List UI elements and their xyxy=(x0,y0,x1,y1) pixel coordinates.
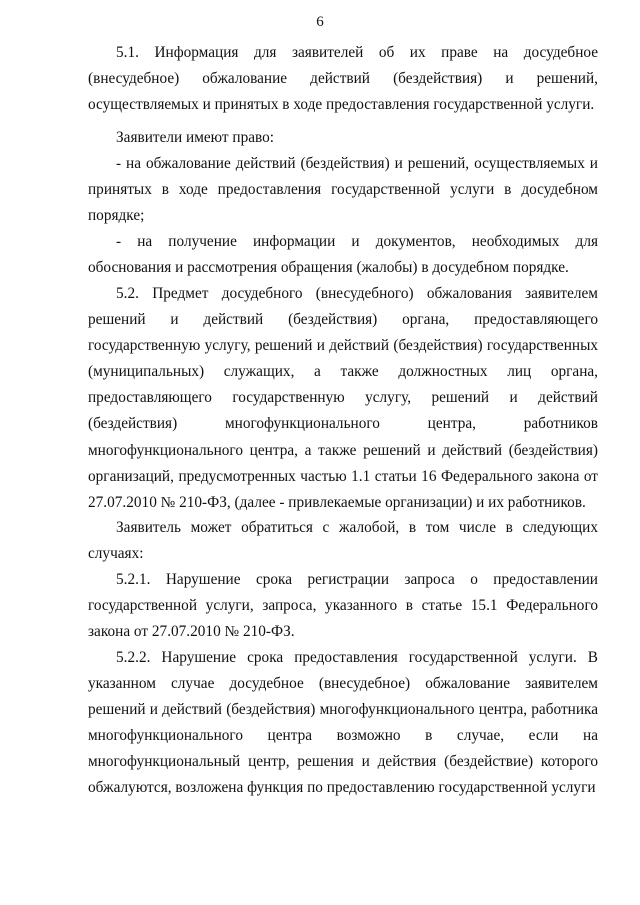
paragraph-5-1: 5.1. Информация для заявителей об их праве на досудебное (внесудебное) обжалование действий (бездействия) и решений, осуществляемых и принятых в ходе предоставления государственной услуги. xyxy=(88,44,598,114)
paragraph-5-2: 5.2. Предмет досудебного (внесудебного) обжалования заявителем решений и действий (бездействия) органа, предоставляющего государственную услугу, решений и действий (бездействия) государственных (муниципальных) служащих, а также должностных лиц органа, предоставляющего государственную услугу, решений и действий (бездействия) многофункционального центра, работников многофункционального центра, а также решений и действий (бездействия) организаций, предусмотренных частью 1.1 статьи 16 Федерального закона от 27.07.2010 № 210-ФЗ, (далее - привлекаемые организации) и их работников. xyxy=(88,285,598,511)
paragraph-rights-intro: Заявители имеют право: xyxy=(116,129,275,146)
paragraph-right-information: - на получение информации и документов, необходимых для обоснования и рассмотрения обращения (жалобы) в досудебном порядке. xyxy=(88,233,598,277)
paragraph-5-2-1: 5.2.1. Нарушение срока регистрации запроса о предоставлении государственной услуги, запроса, указанного в статье 15.1 Федерального закона от 27.07.2010 № 210-ФЗ. xyxy=(88,571,598,641)
paragraph-5-2-2: 5.2.2. Нарушение срока предоставления государственной услуги. В указанном случае досудебное (внесудебное) обжалование заявителем решений и действий (бездействия) многофункционального центра, работника многофункционального центра возможно в случае, если на многофункциональный центр, решения и действия (бездействие) которого обжалуются, возложена функция по предоставлению государственной услуги xyxy=(88,649,598,797)
page-number: 6 xyxy=(316,14,324,30)
paragraph-complaint-cases: Заявитель может обратиться с жалобой, в том числе в следующих случаях: xyxy=(88,519,598,563)
paragraph-right-appeal: - на обжалование действий (бездействия) и решений, осуществляемых и принятых в ходе предоставления государственной услуги в досудебном порядке; xyxy=(88,155,598,225)
